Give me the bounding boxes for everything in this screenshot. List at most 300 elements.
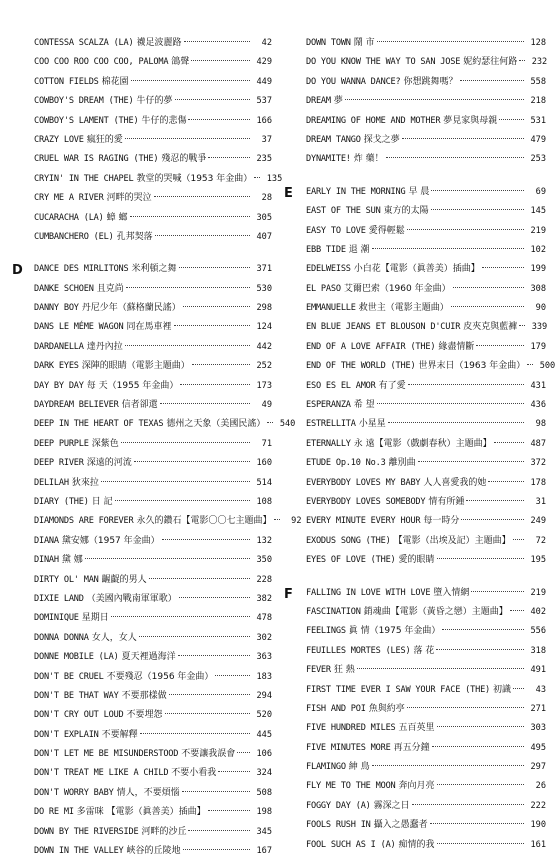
index-entry bbox=[306, 34, 546, 53]
page-number: 178 bbox=[530, 477, 546, 488]
dot-leader bbox=[149, 578, 250, 579]
song-title: ETUDE Op.10 No.3 bbox=[306, 458, 386, 469]
index-entry bbox=[306, 797, 546, 816]
dot-leader bbox=[237, 752, 250, 753]
chinese-title: 離別曲 bbox=[388, 458, 416, 469]
chinese-title: 德州之天象（美國民謠） bbox=[166, 419, 266, 430]
chinese-title: 日 記 bbox=[91, 496, 113, 507]
chinese-title: 希 望 bbox=[353, 400, 375, 411]
song-title: DIAMONDS ARE FOREVER bbox=[34, 516, 134, 527]
page-number: 92 bbox=[291, 516, 302, 527]
chinese-title: 艾爾巴索（1960 年金曲） bbox=[343, 283, 451, 294]
chinese-title: 黛 娜 bbox=[61, 555, 83, 566]
chinese-title: 攝入之愚蠢者 bbox=[373, 820, 428, 831]
dot-leader bbox=[121, 442, 250, 443]
chinese-title: （美國內戰南軍軍歌） bbox=[86, 593, 177, 604]
page-number: 71 bbox=[261, 438, 272, 449]
index-entry bbox=[306, 551, 546, 570]
page-number: 232 bbox=[531, 57, 548, 68]
page-number: 218 bbox=[530, 96, 546, 107]
song-title: ESTRELLITA bbox=[306, 419, 356, 430]
page-number: 219 bbox=[530, 225, 546, 236]
page-number: 219 bbox=[530, 587, 546, 598]
song-title: DANCE DES MIRLITONS bbox=[34, 264, 129, 275]
index-entry bbox=[306, 260, 546, 279]
dot-leader bbox=[155, 235, 250, 236]
song-title: DIXIE LAND bbox=[34, 593, 84, 604]
chinese-title: 緣盡情斷 bbox=[438, 341, 475, 352]
page-number: 98 bbox=[535, 419, 546, 430]
page-number: 166 bbox=[256, 115, 272, 126]
song-title: CUCARACHA (LA) bbox=[34, 212, 104, 223]
song-title: FLY ME TO THE MOON bbox=[306, 781, 396, 792]
dot-leader bbox=[179, 267, 250, 268]
index-entry bbox=[306, 377, 546, 396]
index-entry bbox=[34, 726, 272, 745]
page-number: 487 bbox=[530, 438, 546, 449]
song-title: FIVE HUNDRED MILES bbox=[306, 723, 396, 734]
page-number: 31 bbox=[535, 496, 546, 507]
chinese-title: 救世主（電影主題曲） bbox=[358, 303, 449, 314]
page-number: 363 bbox=[256, 652, 272, 663]
index-entry bbox=[34, 209, 272, 228]
page-number: 106 bbox=[256, 749, 272, 760]
page-number: 271 bbox=[530, 703, 546, 714]
section-gap bbox=[306, 170, 546, 183]
chinese-title: 深陣的眼睛（電影主題曲） bbox=[81, 361, 190, 372]
song-title: DREAM bbox=[306, 96, 331, 107]
index-entry bbox=[306, 681, 546, 700]
section-gap bbox=[306, 571, 546, 584]
page-number: 294 bbox=[256, 690, 272, 701]
song-title: CRYIN' IN THE CHAPEL bbox=[34, 173, 134, 184]
index-entry bbox=[34, 228, 272, 247]
page-number: 253 bbox=[530, 154, 546, 165]
dot-leader bbox=[430, 823, 524, 824]
dot-leader bbox=[130, 216, 250, 217]
index-entry bbox=[34, 170, 283, 189]
chinese-title: 鴿聲 bbox=[171, 57, 190, 68]
index-entry bbox=[34, 629, 272, 648]
chinese-title: 不要那樣做 bbox=[121, 690, 167, 701]
index-entry bbox=[34, 706, 272, 725]
page-number: 402 bbox=[530, 606, 546, 617]
chinese-title: 痴情的我 bbox=[398, 839, 435, 850]
song-title: DO YOU WANNA DANCE? bbox=[306, 76, 401, 87]
song-title: DIARY (THE) bbox=[34, 496, 89, 507]
dot-leader bbox=[386, 157, 524, 158]
page-number: 478 bbox=[256, 613, 272, 624]
index-entry bbox=[34, 454, 272, 473]
song-title: EVERY MINUTE EVERY HOUR bbox=[306, 516, 421, 527]
dot-leader bbox=[125, 138, 250, 139]
page-number: 222 bbox=[530, 800, 546, 811]
dot-leader bbox=[183, 306, 250, 307]
dot-leader bbox=[179, 597, 250, 598]
song-title: COWBOY'S LAMENT (THE) bbox=[34, 115, 139, 126]
song-title: COTTON FIELDS bbox=[34, 76, 99, 87]
index-entry bbox=[306, 512, 546, 531]
dot-leader bbox=[182, 791, 250, 792]
index-entry bbox=[34, 260, 272, 279]
index-entry bbox=[34, 842, 272, 861]
chinese-title: 眞 情（1975 年金曲） bbox=[348, 626, 441, 637]
page-number: 160 bbox=[256, 458, 272, 469]
dot-leader bbox=[466, 500, 524, 501]
dot-leader bbox=[494, 442, 524, 443]
index-entry bbox=[306, 836, 546, 855]
chinese-title: 齷齪的男人 bbox=[101, 574, 147, 585]
dot-leader bbox=[140, 733, 250, 734]
page-number: 90 bbox=[535, 303, 546, 314]
song-title: CRAZY LOVE bbox=[34, 134, 84, 145]
chinese-title: 不要殘忍（1956 年金曲） bbox=[106, 671, 214, 682]
dot-leader bbox=[488, 481, 524, 482]
index-entry bbox=[34, 280, 272, 299]
chinese-title: 夢見家與母親 bbox=[443, 115, 498, 126]
dot-leader bbox=[131, 80, 250, 81]
song-title: FASCINATION bbox=[306, 606, 361, 617]
index-entry bbox=[34, 668, 272, 687]
dot-leader bbox=[188, 830, 250, 831]
page-number: 128 bbox=[530, 38, 546, 48]
dot-leader bbox=[432, 746, 524, 747]
dot-leader bbox=[184, 41, 251, 42]
page-number: 339 bbox=[531, 322, 548, 333]
song-title: EDELWEISS bbox=[306, 264, 351, 275]
song-title: FIVE MINUTES MORE bbox=[306, 742, 391, 753]
dot-leader bbox=[218, 771, 250, 772]
section-gap bbox=[34, 247, 272, 260]
index-entry bbox=[306, 280, 546, 299]
page-number: 350 bbox=[256, 555, 272, 566]
index-entry bbox=[306, 150, 546, 169]
dot-leader bbox=[175, 99, 251, 100]
chinese-title: 深遠的河流 bbox=[86, 458, 132, 469]
chinese-title: 皮夾克與藍褲 bbox=[463, 322, 518, 333]
song-title: DON'T TREAT ME LIKE A CHILD bbox=[34, 768, 169, 779]
chinese-title: 牛仔的夢 bbox=[136, 96, 173, 107]
page-number: 179 bbox=[530, 341, 546, 352]
song-title: DARK EYES bbox=[34, 361, 79, 372]
page-number: 28 bbox=[261, 193, 272, 204]
page-number: 429 bbox=[256, 57, 272, 68]
dot-leader bbox=[412, 804, 524, 805]
song-title: END OF A LOVE AFFAIR (THE) bbox=[306, 341, 436, 352]
chinese-title: 退 潮 bbox=[348, 244, 370, 255]
chinese-title: 米利頓之舞 bbox=[131, 264, 177, 275]
page-number: 135 bbox=[266, 173, 283, 184]
page-number: 69 bbox=[535, 186, 546, 197]
dot-leader bbox=[115, 500, 250, 501]
page-number: 479 bbox=[530, 134, 546, 145]
index-entry bbox=[306, 816, 546, 835]
index-entry bbox=[34, 590, 272, 609]
index-entry bbox=[34, 112, 272, 131]
dot-leader bbox=[476, 345, 524, 346]
song-title: FOOLS RUSH IN bbox=[306, 820, 371, 831]
chinese-title: 信者卻還 bbox=[121, 400, 158, 411]
page-number: 167 bbox=[256, 846, 272, 857]
dot-leader bbox=[162, 539, 250, 540]
page-number: 495 bbox=[530, 742, 546, 753]
chinese-title: 多雷咪 【電影（眞善美）插曲】 bbox=[76, 807, 206, 818]
index-entry bbox=[34, 803, 272, 822]
song-title: EARLY IN THE MORNING bbox=[306, 186, 406, 197]
song-title: DON'T WORRY BABY bbox=[34, 787, 114, 798]
index-entry bbox=[306, 396, 546, 415]
page-number: 108 bbox=[256, 496, 272, 507]
song-title: DOWN TOWN bbox=[306, 38, 351, 48]
chinese-title: 不要埋怨 bbox=[126, 710, 163, 721]
chinese-title: 情有所鍾 bbox=[428, 496, 465, 507]
song-title: DANS LE MÉME WAGON bbox=[34, 322, 124, 333]
page-number: 308 bbox=[530, 283, 546, 294]
chinese-title: 每一時分 bbox=[423, 516, 460, 527]
dot-leader bbox=[453, 287, 524, 288]
dot-leader bbox=[134, 461, 250, 462]
chinese-title: 星期日 bbox=[81, 613, 109, 624]
dot-leader bbox=[165, 713, 250, 714]
dot-leader bbox=[215, 675, 250, 676]
song-title: DOWN IN THE VALLEY bbox=[34, 846, 124, 857]
page-number: 26 bbox=[535, 781, 546, 792]
song-title: EASY TO LOVE bbox=[306, 225, 366, 236]
index-entry bbox=[306, 202, 546, 221]
page-number: 42 bbox=[261, 38, 272, 48]
index-entry bbox=[34, 150, 272, 169]
chinese-title: 教堂的哭喊（1953 年金曲） bbox=[136, 173, 253, 184]
index-entry bbox=[34, 415, 296, 434]
dot-leader bbox=[101, 481, 250, 482]
song-title: ETERNALLY bbox=[306, 438, 351, 449]
song-title: DONNE MOBILE (LA) bbox=[34, 652, 119, 663]
page-number: 302 bbox=[256, 632, 272, 643]
index-entry bbox=[306, 53, 546, 72]
chinese-title: 峽谷的丘陵地 bbox=[126, 846, 181, 857]
page-number: 318 bbox=[530, 645, 546, 656]
dot-leader bbox=[519, 325, 525, 326]
page-number: 445 bbox=[256, 729, 272, 740]
index-entry bbox=[34, 435, 272, 454]
chinese-title: 霧深之日 bbox=[373, 800, 410, 811]
section-letter: F bbox=[284, 586, 293, 602]
song-title: DO RE MI bbox=[34, 807, 74, 818]
index-section bbox=[306, 34, 546, 170]
chinese-title: 不要解釋 bbox=[101, 729, 138, 740]
dot-leader bbox=[451, 306, 524, 307]
dot-leader bbox=[431, 190, 524, 191]
dot-leader bbox=[442, 629, 524, 630]
chinese-title: 再五分鐘 bbox=[393, 742, 430, 753]
chinese-title: 炸 藥！ bbox=[353, 154, 384, 165]
song-title: DIRTY OL' MAN bbox=[34, 574, 99, 585]
song-title: EAST OF THE SUN bbox=[306, 206, 381, 217]
page-number: 37 bbox=[261, 134, 272, 145]
song-title: FEELINGS bbox=[306, 626, 346, 637]
dot-leader bbox=[154, 196, 250, 197]
song-title: DYNAMITE! bbox=[306, 154, 351, 165]
song-title: FALLING IN LOVE WITH LOVE bbox=[306, 587, 431, 598]
song-title: DO YOU KNOW THE WAY TO SAN JOSE bbox=[306, 57, 461, 68]
index-entry bbox=[306, 777, 546, 796]
dot-leader bbox=[169, 694, 250, 695]
dot-leader bbox=[431, 209, 524, 210]
song-title: DELILAH bbox=[34, 477, 69, 488]
dot-leader bbox=[180, 384, 250, 385]
dot-leader bbox=[437, 726, 524, 727]
page-number: 173 bbox=[256, 380, 272, 391]
chinese-title: 丹尼少年（蘇格蘭民謠） bbox=[81, 303, 181, 314]
index-entry bbox=[306, 642, 546, 661]
song-title: CONTESSA SCALZA (LA) bbox=[34, 38, 134, 48]
chinese-title: 河畔的沙丘 bbox=[141, 826, 187, 837]
chinese-title: 同在馬車裡 bbox=[126, 322, 172, 333]
chinese-title: 東方的太陽 bbox=[383, 206, 429, 217]
dot-leader bbox=[407, 229, 524, 230]
chinese-title: 紳 鳥 bbox=[348, 762, 370, 773]
page-number: 442 bbox=[256, 341, 272, 352]
index-entry bbox=[306, 622, 546, 641]
song-title: DAY BY DAY bbox=[34, 380, 84, 391]
page-number: 199 bbox=[530, 264, 546, 275]
index-entry bbox=[306, 131, 546, 150]
song-title: ESO ES EL AMOR bbox=[306, 380, 376, 391]
index-entry bbox=[306, 112, 546, 131]
dot-leader bbox=[274, 519, 280, 520]
dot-leader bbox=[208, 810, 250, 811]
index-entry bbox=[34, 92, 272, 111]
page-number: 431 bbox=[530, 380, 546, 391]
dot-leader bbox=[377, 403, 524, 404]
index-entry bbox=[34, 396, 272, 415]
dot-leader bbox=[461, 519, 524, 520]
song-title: DONNA DONNA bbox=[34, 632, 89, 643]
index-entry bbox=[34, 377, 272, 396]
page-number: 102 bbox=[530, 244, 546, 255]
dot-leader bbox=[188, 119, 250, 120]
dot-leader bbox=[267, 422, 273, 423]
index-entry bbox=[306, 532, 546, 551]
chinese-title: 且克尚 bbox=[96, 283, 124, 294]
dot-leader bbox=[437, 843, 524, 844]
chinese-title: 魚與約亭 bbox=[368, 703, 405, 714]
index-entry bbox=[34, 357, 272, 376]
page-number: 132 bbox=[256, 535, 272, 546]
dot-leader bbox=[357, 668, 524, 669]
dot-leader bbox=[372, 248, 524, 249]
song-title: DARDANELLA bbox=[34, 341, 84, 352]
index-section bbox=[12, 260, 302, 861]
page-number: 249 bbox=[530, 516, 546, 527]
song-title: FEUILLES MORTES (LES) bbox=[306, 645, 411, 656]
page-number: 161 bbox=[530, 839, 546, 850]
dot-leader bbox=[437, 784, 524, 785]
page-number: 407 bbox=[256, 231, 272, 242]
chinese-title: 黛安娜（1957 年金曲） bbox=[61, 535, 160, 546]
index-entry bbox=[34, 189, 272, 208]
dot-leader bbox=[139, 636, 250, 637]
index-entry bbox=[306, 338, 546, 357]
chinese-title: 達丹內拉 bbox=[86, 341, 123, 352]
song-title: DON'T CRY OUT LOUD bbox=[34, 710, 124, 721]
chinese-title: 愛得輕鬆 bbox=[368, 225, 405, 236]
index-entry bbox=[306, 603, 546, 622]
song-title: DAYDREAM BELIEVER bbox=[34, 400, 119, 411]
song-title: DON'T LET ME BE MISUNDERSTOOD bbox=[34, 749, 179, 760]
page-number: 508 bbox=[256, 787, 272, 798]
song-title: DREAM TANGO bbox=[306, 134, 361, 145]
page-number: 305 bbox=[256, 212, 272, 223]
song-title: EBB TIDE bbox=[306, 244, 346, 255]
page-number: 436 bbox=[530, 400, 546, 411]
dot-leader bbox=[126, 287, 250, 288]
page-number: 345 bbox=[256, 826, 272, 837]
page-number: 500 bbox=[539, 361, 556, 372]
dot-leader bbox=[408, 384, 524, 385]
index-entry bbox=[306, 758, 546, 777]
index-entry bbox=[34, 745, 272, 764]
chinese-title: 夏天裡過海洋 bbox=[121, 652, 176, 663]
song-title: DANKE SCHOEN bbox=[34, 283, 94, 294]
chinese-title: 每 天（1955 年金曲） bbox=[86, 380, 179, 391]
chinese-title: 【電影（出埃及記）主題曲】 bbox=[393, 535, 511, 546]
section-letter: E bbox=[284, 185, 293, 201]
dot-leader bbox=[519, 60, 525, 61]
dot-leader bbox=[254, 177, 260, 178]
index-entry bbox=[306, 241, 546, 260]
page-number: 49 bbox=[261, 400, 272, 411]
index-entry bbox=[34, 551, 272, 570]
index-entry bbox=[34, 34, 272, 53]
chinese-title: 不要小看我 bbox=[171, 768, 217, 779]
page-number: 43 bbox=[535, 684, 546, 695]
index-entry bbox=[306, 318, 546, 337]
index-entry bbox=[34, 493, 272, 512]
dot-leader bbox=[407, 707, 524, 708]
chinese-title: 墮入情網 bbox=[433, 587, 470, 598]
dot-leader bbox=[499, 119, 524, 120]
dot-leader bbox=[460, 80, 524, 81]
song-title: DON'T EXPLAIN bbox=[34, 729, 99, 740]
chinese-title: 鬧 市 bbox=[353, 38, 375, 48]
page-number: 198 bbox=[256, 807, 272, 818]
song-title: CRUEL WAR IS RAGING (THE) bbox=[34, 154, 159, 165]
page-number: 183 bbox=[256, 671, 272, 682]
dot-leader bbox=[174, 325, 250, 326]
chinese-title: 小星星 bbox=[358, 419, 386, 430]
chinese-title: 你想跳舞嗎？ bbox=[403, 76, 458, 87]
song-title: CRY ME A RIVER bbox=[34, 193, 104, 204]
index-entry bbox=[34, 532, 272, 551]
page-number: 514 bbox=[256, 477, 272, 488]
chinese-title: 永 遠【電影（戲劇春秋）主題曲】 bbox=[353, 438, 492, 449]
chinese-title: 夢 bbox=[333, 96, 343, 107]
song-title: DOWN BY THE RIVERSIDE bbox=[34, 826, 139, 837]
page-number: 372 bbox=[530, 458, 546, 469]
chinese-title: 深紫色 bbox=[91, 438, 119, 449]
song-title: FLAMINGO bbox=[306, 762, 346, 773]
index-entry bbox=[34, 73, 272, 92]
song-title: DIANA bbox=[34, 535, 59, 546]
chinese-title: 狄來拉 bbox=[71, 477, 99, 488]
chinese-title: 人人喜愛我的她 bbox=[423, 477, 487, 488]
chinese-title: 殘忍的戰爭 bbox=[161, 154, 207, 165]
left-column bbox=[12, 34, 302, 861]
dot-leader bbox=[527, 364, 533, 365]
index-section bbox=[284, 584, 546, 855]
index-entry bbox=[34, 474, 272, 493]
